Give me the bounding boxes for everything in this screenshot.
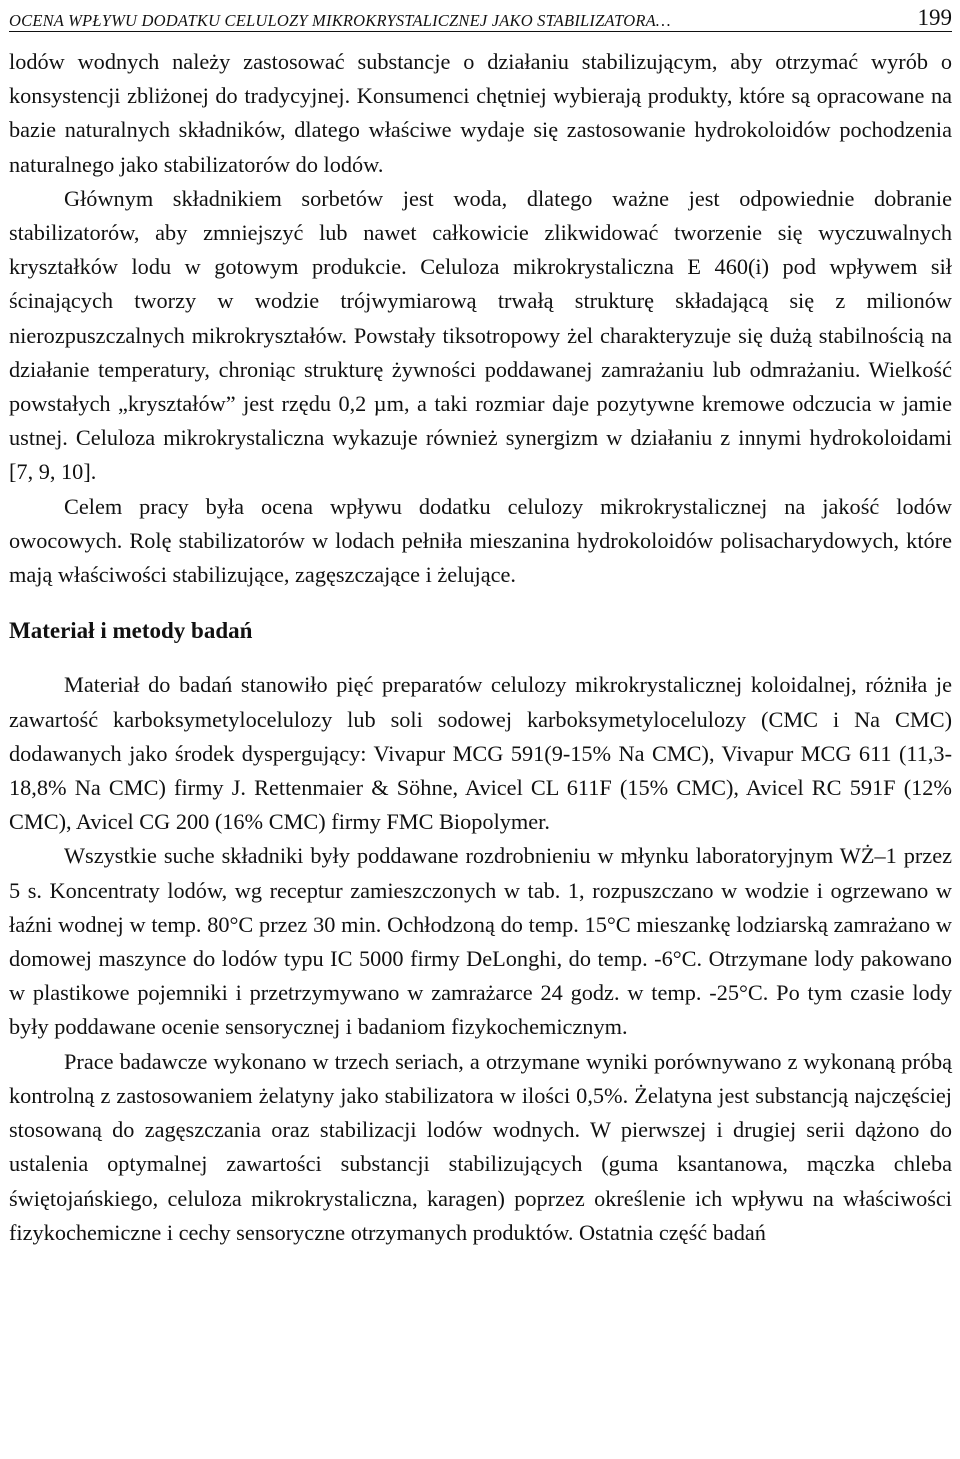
page-number: 199: [917, 5, 952, 30]
intro-paragraph-3: Celem pracy była ocena wpływu dodatku celulozy mikrokrystalicznej na jakość lodów owocowych. Rolę stabilizatorów w lodach pełniła mieszanina hydrokoloidów polisacharydowych, które mają właściwości stabilizujące, zagęszczające i żelujące.: [9, 493, 952, 588]
methods-paragraph-3: Prace badawcze wykonano w trzech seriach, a otrzymane wyniki porównywano z wykonaną próbą kontrolną z zastosowaniem żelatyny jako stabilizatora w ilości 0,5%. Żelatyna jest substancją najczęściej stosowaną do zagęszczania oraz stabilizacji lodów wodnych. W pierwszej i drugiej serii dążono do ustalenia optymalnej zawartości substancji stabilizujących (guma ksantanowa, mączka chleba świętojańskiego, celuloza mikrokrystaliczna, karagen) poprzez określenie ich wpływu na właściwości fizykochemiczne i cechy sensoryczne otrzymanych produktów. Ostatnia część badań: [9, 1048, 952, 1245]
intro-paragraph-2: Głównym składnikiem sorbetów jest woda, dlatego ważne jest odpowiednie dobranie stabilizatorów, aby zmniejszyć lub nawet całkowicie zlikwidować tworzenie się wyczuwalnych kryształków lodu w gotowym produkcie. Celuloza mikrokrystaliczna E 460(i) pod wpływem sił ścinających tworzy w wodzie trójwymiarową trwałą strukturę składającą się z milionów nierozpuszczalnych mikrokryształów. Powstały tiksotropowy żel charakteryzuje się dużą stabilnością na działanie temperatury, chroniąc strukturę żywności poddawanej zamrażaniu lub odmrażaniu. Wielkość powstałych „kryształów” jest rzędu 0,2 µm, a taki rozmiar daje pozytywne kremowe odczucia w jamie ustnej. Celuloza mikrokrystaliczna wykazuje również synergizm w działaniu z innymi hydrokoloidami [7, 9, 10].: [9, 185, 952, 485]
section-spacer: [9, 592, 952, 614]
section-heading: Materiał i metody badań: [9, 618, 253, 644]
running-header: [9, 0, 952, 32]
methods-paragraph-1: Materiał do badań stanowiło pięć preparatów celulozy mikrokrystalicznej koloidalnej, różniła je zawartość karboksymetylocelulozy lub soli sodowej karboksymetylocelulozy (CMC i Na CMC) dodawanych jako środek dyspergujący: Vivapur MCG 591(9-15% Na CMC), Vivapur MCG 611 (11,3-18,8% Na CMC) firmy J. Rettenmaier & Söhne, Avicel CL 611F (15% CMC), Avicel RC 591F (12% CMC), Avicel CG 200 (16% CMC) firmy FMC Biopolymer.: [9, 672, 952, 835]
intro-paragraph-1: lodów wodnych należy zastosować substancje o działaniu stabilizującym, aby otrzymać wyrób o konsystencji zbliżonej do tradycyjnej. Konsumenci chętniej wybierają produkty, które są opracowane na bazie naturalnych składników, dlatego właściwe wydaje się zastosowanie hydrokoloidów pochodzenia naturalnego jako stabilizatorów do lodów.: [9, 49, 952, 177]
running-title: OCENA WPŁYWU DODATKU CELULOZY MIKROKRYSTALICZNEJ JAKO STABILIZATORA…: [9, 11, 671, 30]
document-page: [9, 0, 952, 1250]
methods-paragraph-2: Wszystkie suche składniki były poddawane rozdrobnieniu w młynku laboratoryjnym WŻ–1 przez 5 s. Koncentraty lodów, wg receptur zamieszczonych w tab. 1, rozpuszczano w wodzie i ogrzewano w łaźni wodnej w temp. 80°C przez 30 min. Ochłodzoną do temp. 15°C mieszankę lodziarską zamrażano w domowej maszynce do lodów typu IC 5000 firmy DeLonghi, do temp. -6°C. Otrzymane lody pakowano w plastikowe pojemniki i przetrzymywano w zamrażarce 24 godz. w temp. -25°C. Po tym czasie lody były poddawane ocenie sensorycznej i badaniom fizykochemicznym.: [9, 843, 952, 1040]
section-spacer: [9, 648, 952, 668]
article-body: [9, 45, 952, 1250]
